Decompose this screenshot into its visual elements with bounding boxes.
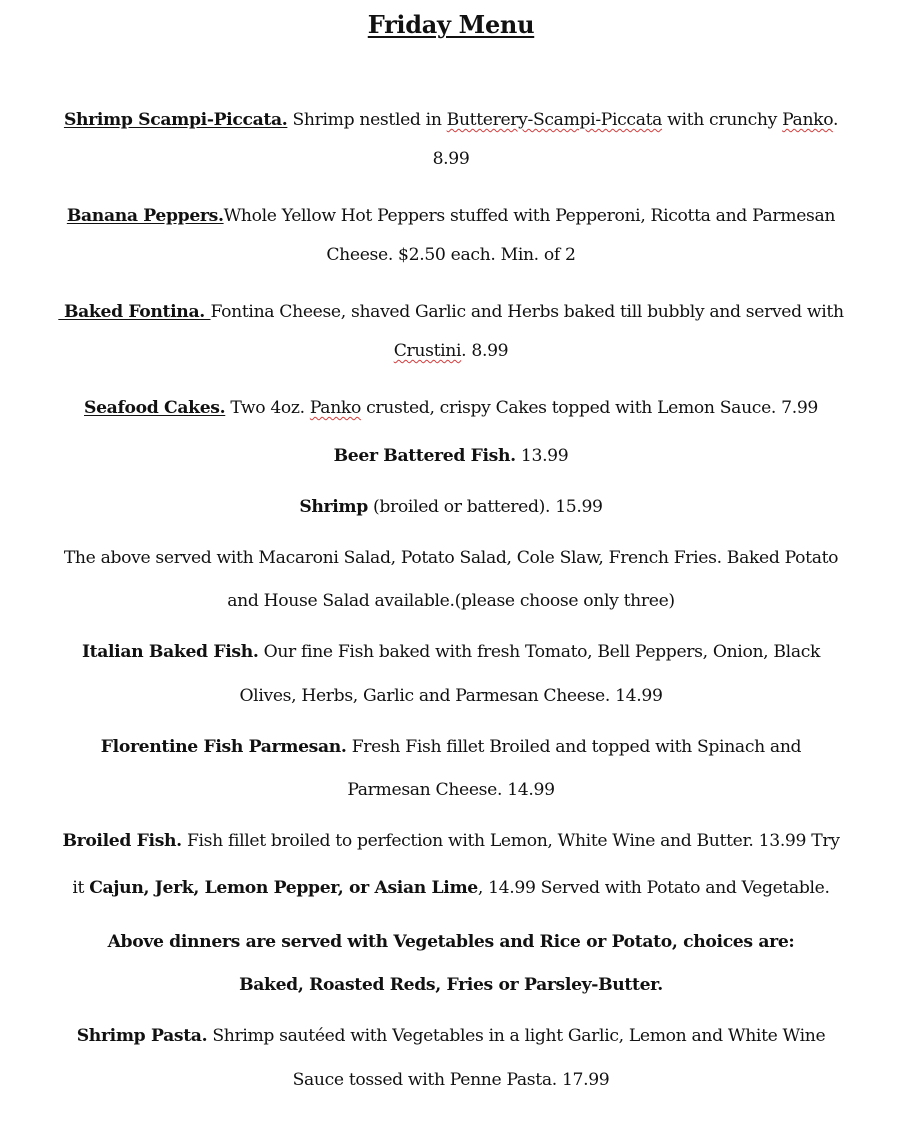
item-name: Broiled Fish. xyxy=(62,831,182,851)
item-description: it xyxy=(72,878,90,898)
item-description: Two 4oz. xyxy=(225,398,310,418)
menu-item-beer-battered-fish xyxy=(0,444,902,468)
menu-item-shrimp-pasta xyxy=(0,1024,902,1048)
item-description-line: Sauce tossed with Penne Pasta. 17.99 xyxy=(292,1070,610,1090)
menu-item-broiled-fish xyxy=(0,829,902,853)
item-description: Fresh Fish fillet Broiled and topped with Spinach and xyxy=(346,737,802,757)
item-description: , 14.99 Served with Potato and Vegetable. xyxy=(477,878,830,898)
spellcheck-word: Panko xyxy=(782,110,833,130)
item-description: 13.99 xyxy=(515,446,569,466)
item-description: with crunchy xyxy=(662,110,783,130)
item-name: Shrimp Pasta. xyxy=(76,1026,208,1046)
item-description: Whole Yellow Hot Peppers stuffed with Pepperoni, Ricotta and Parmesan xyxy=(223,206,836,226)
item-name: Banana Peppers. xyxy=(66,206,224,226)
item-description: . 8.99 xyxy=(461,341,509,361)
item-name: Seafood Cakes. xyxy=(84,398,226,418)
menu-item-florentine-fish xyxy=(0,735,902,759)
page-title-text: Friday Menu xyxy=(367,10,535,39)
item-description: Shrimp sautéed with Vegetables in a light Garlic, Lemon and White Wine xyxy=(207,1026,826,1046)
item-description-line xyxy=(0,339,902,363)
item-name: Shrimp xyxy=(299,497,368,517)
item-description: Our fine Fish baked with fresh Tomato, Bell Peppers, Onion, Black xyxy=(258,642,821,662)
item-name: Baked Fontina. xyxy=(58,302,211,322)
item-description-line: Cheese. $2.50 each. Min. of 2 xyxy=(326,245,576,265)
menu-item-baked-fontina xyxy=(0,300,902,324)
menu-item-banana-peppers xyxy=(0,204,902,228)
dinner-note-line: Above dinners are served with Vegetables and Rice or Potato, choices are: xyxy=(107,932,795,952)
item-description: crusted, crispy Cakes topped with Lemon Sauce. 7.99 xyxy=(360,398,818,418)
spellcheck-word: Crustini xyxy=(393,341,462,361)
item-name: Florentine Fish Parmesan. xyxy=(100,737,347,757)
item-description: . xyxy=(832,110,839,130)
item-name: Shrimp Scampi-Piccata. xyxy=(63,110,288,130)
menu-item-shrimp xyxy=(0,495,902,519)
sides-note-line: The above served with Macaroni Salad, Potato Salad, Cole Slaw, French Fries. Baked Potato xyxy=(63,548,839,568)
item-description-line: Parmesan Cheese. 14.99 xyxy=(347,780,555,800)
spellcheck-word: Butterery-Scampi-Piccata xyxy=(446,110,663,130)
spellcheck-word: Panko xyxy=(309,398,361,418)
item-name: Italian Baked Fish. xyxy=(81,642,259,662)
item-price: 8.99 xyxy=(432,149,470,169)
item-name: Beer Battered Fish. xyxy=(333,446,516,466)
menu-item-shrimp-scampi xyxy=(0,108,902,132)
item-description-line: Olives, Herbs, Garlic and Parmesan Cheese. 14.99 xyxy=(239,686,663,706)
item-description: Fish fillet broiled to perfection with Lemon, White Wine and Butter. 13.99 Try xyxy=(181,831,840,851)
item-description: (broiled or battered). 15.99 xyxy=(367,497,603,517)
item-description-line xyxy=(0,876,902,900)
sides-note-line: and House Salad available.(please choose only three) xyxy=(227,591,675,611)
menu-item-seafood-cakes xyxy=(0,396,902,420)
dinner-note-line: Baked, Roasted Reds, Fries or Parsley-Butter. xyxy=(239,975,663,995)
item-description: Fontina Cheese, shaved Garlic and Herbs baked till bubbly and served with xyxy=(210,302,844,322)
item-styles: Cajun, Jerk, Lemon Pepper, or Asian Lime xyxy=(89,878,478,898)
menu-item-italian-baked-fish xyxy=(0,640,902,664)
item-description: Shrimp nestled in xyxy=(287,110,447,130)
page-title xyxy=(0,10,902,39)
